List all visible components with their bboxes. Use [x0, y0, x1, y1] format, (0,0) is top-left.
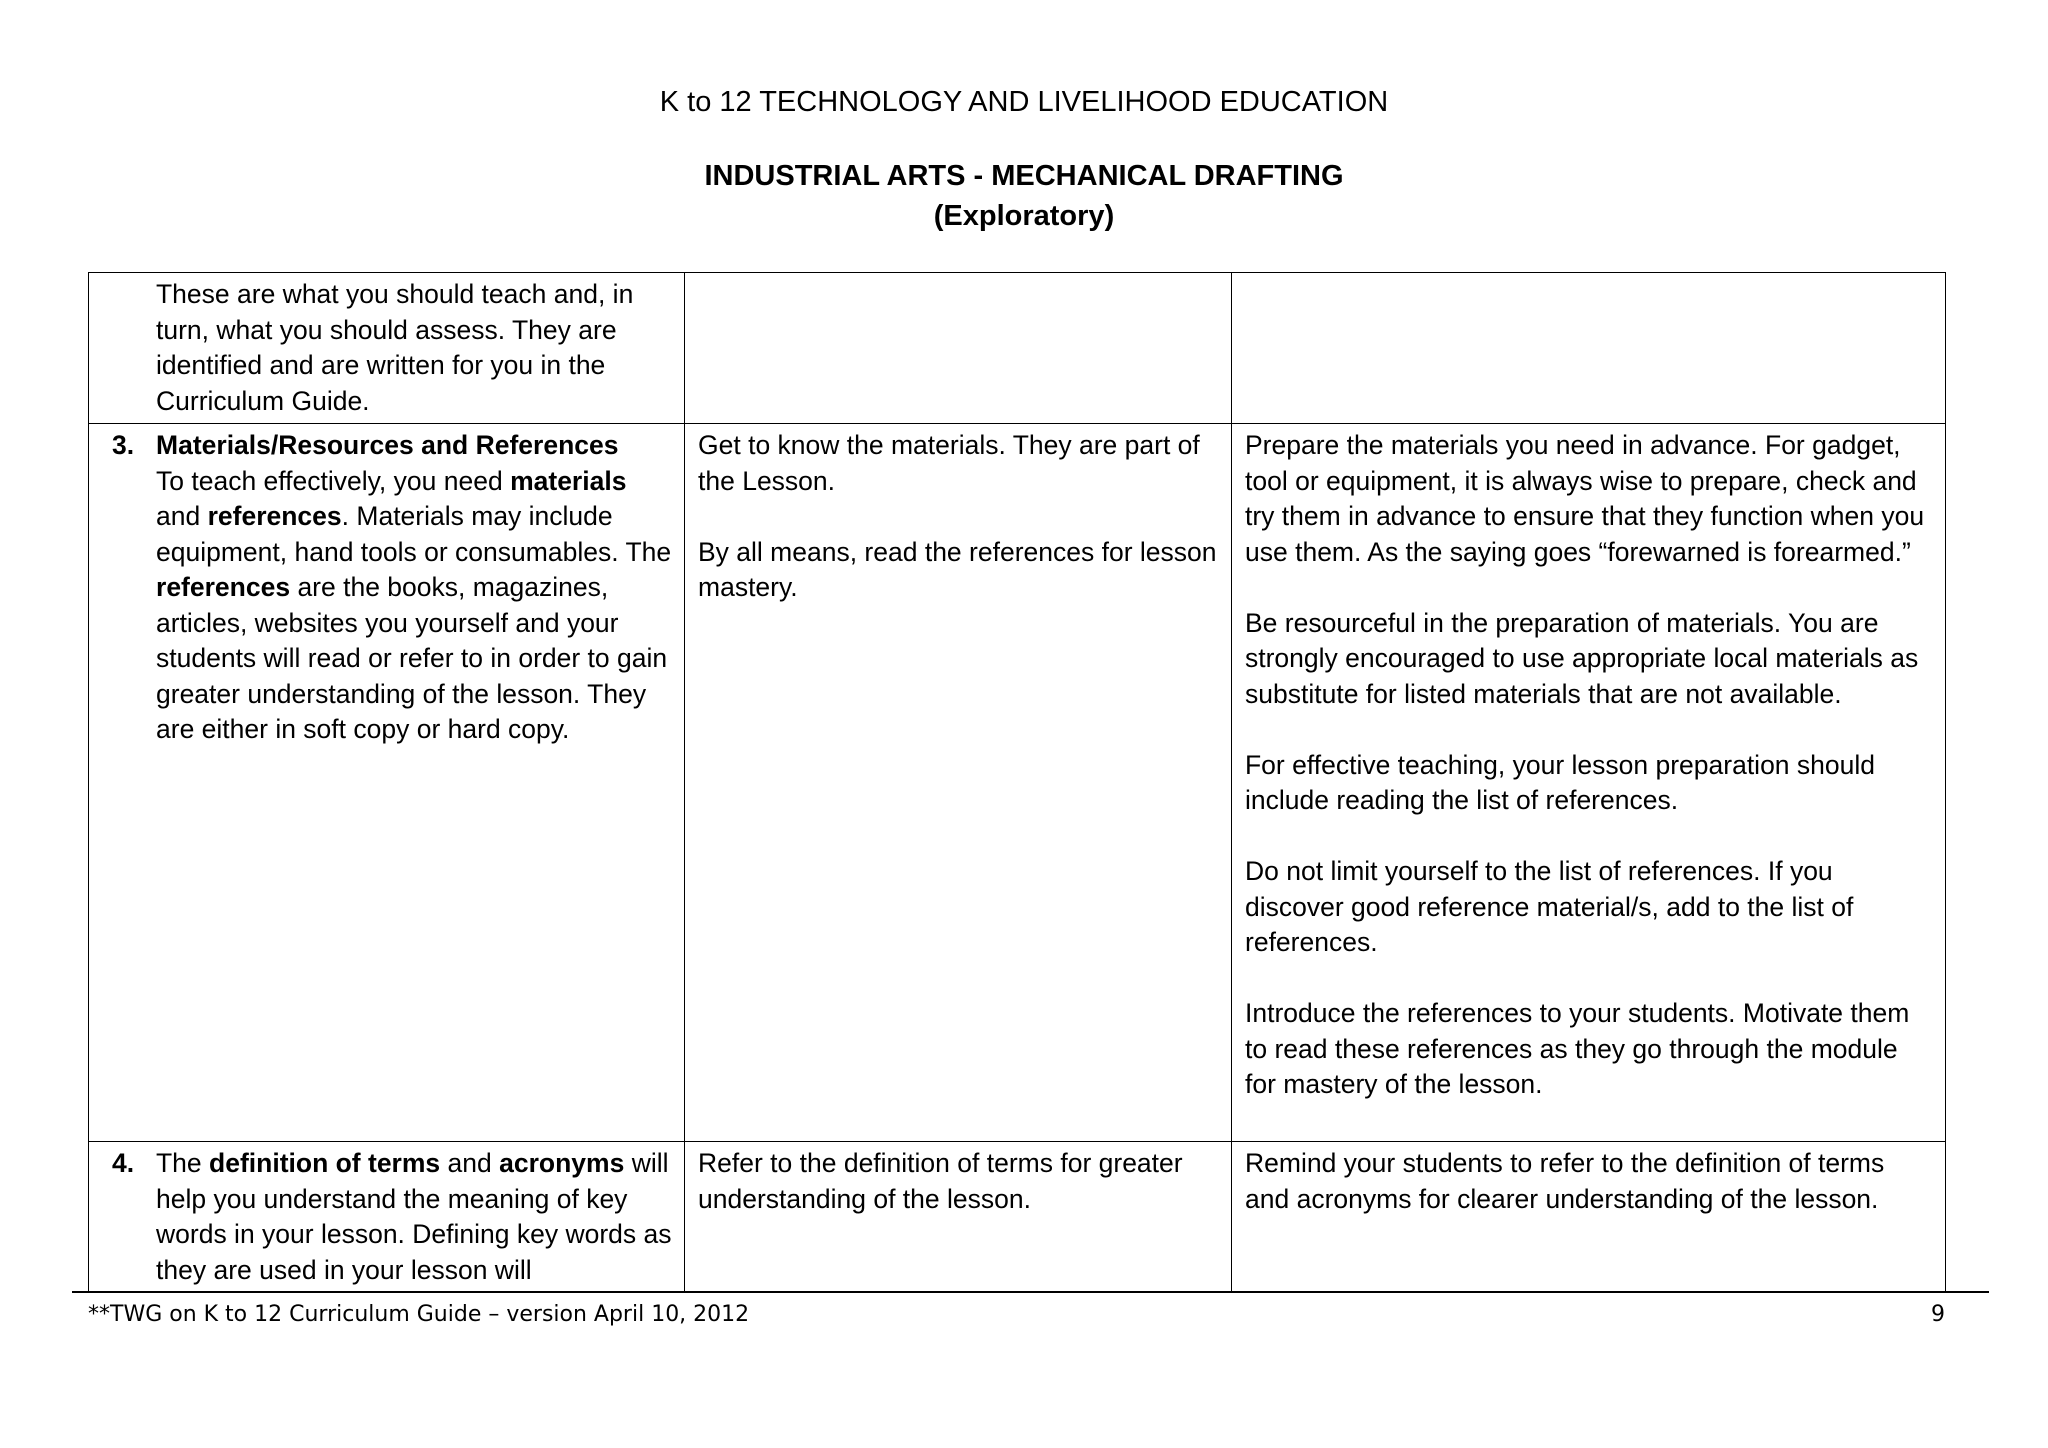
- text-run: and: [156, 501, 208, 531]
- course-type-heading: (Exploratory): [933, 200, 1115, 232]
- text-run: The: [156, 1148, 210, 1178]
- cell-paragraph: Be resourceful in the preparation of materials. You are strongly encouraged to use appropriate local materials as substitute for listed materials that are not available.: [1245, 607, 1919, 709]
- table-cell: [1232, 1142, 1946, 1293]
- table-row: [89, 273, 1946, 424]
- bold-term: acronyms: [499, 1148, 625, 1178]
- footer-divider: [72, 1291, 1989, 1293]
- bold-term: references: [207, 501, 342, 531]
- item-number: 4.: [112, 1148, 135, 1178]
- table-cell: [685, 1142, 1232, 1293]
- text-run: . Materials may include equipment, hand tools or consumables. The: [156, 501, 672, 567]
- page-number: 9: [1931, 1302, 1945, 1327]
- cell-paragraph: Introduce the references to your students. Motivate them to read these references as they go through the module for mastery of the lesson.: [1245, 998, 1910, 1099]
- item-number: 3.: [112, 430, 135, 460]
- cell-text: [156, 428, 672, 748]
- cell-text: [156, 1146, 672, 1288]
- subject-heading: INDUSTRIAL ARTS - MECHANICAL DRAFTING: [704, 160, 1344, 192]
- table-cell: [89, 1142, 685, 1293]
- cell-paragraph: Get to know the materials. They are part of the Lesson.: [698, 430, 1200, 496]
- cell-text: These are what you should teach and, in turn, what you should assess. They are identified and are written for you in the Curriculum Guide.: [156, 279, 634, 416]
- table-row: [89, 1142, 1946, 1293]
- footer-version-note: **TWG on K to 12 Curriculum Guide – version April 10, 2012: [88, 1302, 750, 1327]
- table-cell: [685, 424, 1232, 1142]
- table-cell: [89, 424, 685, 1142]
- document-title: K to 12 TECHNOLOGY AND LIVELIHOOD EDUCATION: [659, 86, 1389, 118]
- item-heading: Materials/Resources and References: [156, 430, 619, 460]
- curriculum-guide-table: [88, 272, 1946, 1293]
- text-run: To teach effectively, you need: [156, 465, 511, 496]
- cell-paragraph: By all means, read the references for lesson mastery.: [698, 536, 1217, 602]
- table-row: [89, 424, 1946, 1142]
- cell-paragraph: Prepare the materials you need in advance. For gadget, tool or equipment, it is always wise to prepare, check and try them in advance to ensure that they function when you use them. As the saying goes “forewarned is forearmed.”: [1245, 430, 1925, 567]
- cell-paragraph: Remind your students to refer to the definition of terms and acronyms for clearer understanding of the lesson.: [1245, 1148, 1885, 1214]
- cell-paragraph: Refer to the definition of terms for greater understanding of the lesson.: [698, 1148, 1183, 1214]
- text-run: and: [440, 1148, 500, 1178]
- text-run: are the books, magazines, articles, websites you yourself and your students will read or refer to in order to gain greater understanding of the lesson. They are either in soft copy or hard copy.: [156, 572, 668, 744]
- bold-term: references: [156, 572, 291, 602]
- table-cell-empty: [1232, 273, 1946, 424]
- table-cell-empty: [685, 273, 1232, 424]
- cell-paragraph: Do not limit yourself to the list of references. If you discover good reference material/s, add to the list of references.: [1245, 856, 1854, 957]
- table-cell: [89, 273, 685, 424]
- bold-term: definition of terms: [209, 1148, 441, 1178]
- table-cell: [1232, 424, 1946, 1142]
- cell-paragraph: For effective teaching, your lesson preparation should include reading the list of references.: [1245, 749, 1875, 815]
- bold-term: materials: [510, 465, 627, 496]
- text-run: will help you understand the meaning of key words in your lesson. Defining key words as they are used in your lesson will: [156, 1148, 672, 1285]
